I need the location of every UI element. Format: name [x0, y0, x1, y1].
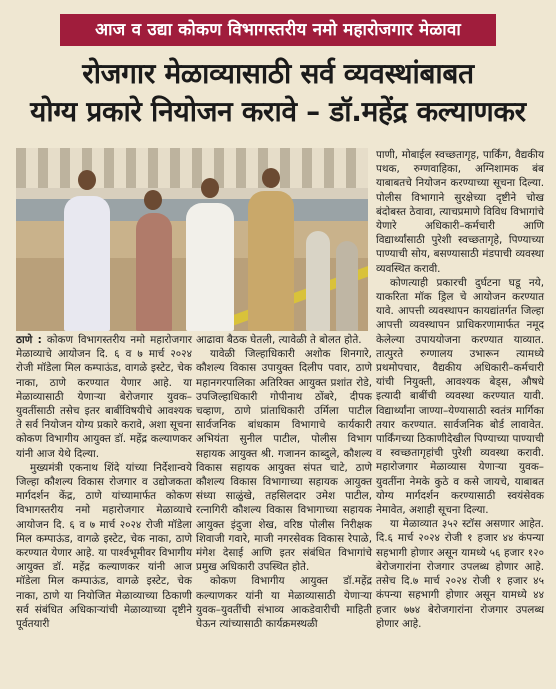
person-silhouette — [248, 191, 294, 331]
paragraph-text: कोकण विभागस्तरीय नमो महारोजगार मेळाव्याचे आयोजन दि. ६ व ७ मार्च २०२४ रोजी मॉडेला मिल कम्पाऊंड, वागळे इस्टेट, चेक नाका, ठाणे करण्यात येणार आहे. या मेळाव्यासाठी येणाऱ्या बेरोजगार युवक–युवतींसाठी तसेच इतर बाबींविषयीचे आवश्यक ते सर्व नियोजन योग्य प्रकारे करावे, अशा सूचना कोकण विभागीय आयुक्त डॉ. महेंद्र कल्याणकर यांनी आज येथे दिल्या. — [16, 334, 192, 460]
person-head — [201, 178, 219, 198]
article-column-3 — [376, 148, 544, 631]
person-head — [78, 170, 96, 190]
person-head — [262, 168, 280, 188]
person-silhouette — [186, 203, 234, 331]
person-silhouette — [336, 241, 358, 331]
headline-line-1: रोजगार मेळाव्यासाठी सर्व व्यवस्थांबाबत — [82, 57, 474, 90]
person-silhouette — [64, 196, 110, 331]
paragraph — [16, 461, 192, 631]
paragraph: या मेळाव्यात ३५२ स्टॉस असणार आहेत. दि.६ मार्च २०२४ रोजी १ हजार ४४ कंपन्या सहभागी होणार असून यामध्ये ५६ हजार १२० बेरोजगारांना रोजगार उपलब्ध होणार आहे. तसेच दि.७ मार्च २०२४ रोजी १ हजार ४५ कंपन्या सहभागी होणार असून यामध्ये ४४ हजार ७७४ बेरोजगारांना रोजगार उपलब्ध होणार आहे. — [376, 518, 544, 630]
paragraph: कोकण विभागीय आयुक्त डॉ.महेंद्र कल्याणकर यांनी या मेळाव्यासाठी येणाऱ्या युवक–युवतींची संभाव्य आकडेवारीची माहिती घेऊन त्यांच्यासाठी कार्यक्रमस्थळी — [196, 575, 372, 631]
person-silhouette — [136, 213, 172, 331]
paragraph: यावेळी जिल्हाधिकारी अशोक शिनगारे, कौशल्य विकास उपायुक्त दिलीप पवार, ठाणे महानगरपालिका अतिरिक्त आयुक्त प्रशांत रोडे, उपजिल्हाधिकारी गोपीनाथ ठोंबरे, दीपक चव्हाण, ठाणे प्रांताधिकारी उर्मिला पाटील सार्वजनिक बांधकाम विभागाचे कार्यकारी अभियंता सुनील पाटील, पोलीस विभाग सहायक आयुक्त श्री. गजानन काब्दुले, कौशल्य विकास सहायक आयुक्त संपत चाटे, ठाणे कौशल्य विकास विभागाच्या सहायक आयुक्त संध्या साळुंखे, तहसिलदार उमेश पाटील, रत्नागिरी कौशल्य विकास विभागाच्या सहायक आयुक्त इंदुजा शेख, वरिष्ठ पोलीस निरीक्षक शिवाजी गवारे, माजी नगरसेवक विकास रेपाळे, मंगेश देसाई आणि इतर संबंधित विभागांचे प्रमुख अधिकारी उपस्थित होते. — [196, 348, 372, 574]
photo-roof — [16, 148, 368, 188]
paragraph: पाणी, मोबाईल स्वच्छतागृह, पार्किंग, वैद्यकीय पथक, रुग्णवाहिका, अग्निशामक बंब याबाबतचे नियोजन करण्याच्या सूचना दिल्या. पोलीस विभागाने सुरक्षेच्या दृष्टीने चोख बंदोबस्त ठेवावा, त्याचप्रमाणे विविध विभागांचे येणारे अधिकारी–कर्मचारी आणि विद्यार्थ्यांसाठी पुरेशी स्वच्छतागृहे, पिण्याच्या पाण्याची सोय, बसण्यासाठी मंडपाची व्यवस्था व्यवस्थित करावी. — [376, 149, 544, 275]
article-column-1 — [16, 333, 192, 631]
news-photo — [16, 148, 368, 331]
person-silhouette — [306, 231, 330, 331]
headline-line-2: योग्य प्रकारे नियोजन करावे – डॉ.महेंद्र कल्याणकर — [30, 95, 526, 128]
paragraph — [16, 333, 192, 461]
paragraph: आढावा बैठक घेतली, त्यावेळी ते बोलत होते. — [196, 334, 362, 346]
article-column-2 — [196, 333, 372, 631]
person-head — [144, 190, 162, 210]
paragraph: कोणत्याही प्रकारची दुर्घटना घडू नये, याकरिता मॉक ड्रिल चे आयोजन करण्यात यावे. आपत्ती व्यवस्थापन कायद्यांतर्गत जिल्हा आपत्ती व्यवस्थापन प्राधिकरणामार्फत नमूद केलेल्या उपाययोजना करण्यात याव्यात. तात्पुरते रुग्णालय उभारून त्यामध्ये प्रथमोपचार, वैद्यकीय अधिकारी–कर्मचारी यांची नियुक्ती, आवश्यक बेड्स, औषधे इत्यादी बाबींची व्यवस्था करण्यात यावी. विद्यार्थ्यांना जाण्या–येण्यासाठी स्वतंत्र मार्गिका तयार करण्यात. सार्वजनिक बोर्ड लावावेत. पार्किंगच्या ठिकाणीदेखील पिण्याच्या पाण्याची व स्वच्छतागृहांची पुरेशी व्यवस्था करावी. महारोजगार मेळाव्यास येणाऱ्या युवक–युवतींना नेमके कुठे व कसे जायचे, याबाबत योग्य मार्गदर्शन करण्यासाठी स्वयंसेवक नेमावेत, अशाही सूचना दिल्या. — [376, 276, 544, 517]
kicker-banner: आज व उद्या कोकण विभागस्तरीय नमो महारोजगार मेळावा — [60, 14, 496, 46]
dateline: ठाणे : — [16, 334, 42, 346]
paragraph-text: मुख्यमंत्री एकनाथ शिंदे यांच्या निर्देशान्वये जिल्हा कौशल्य विकास रोजगार व उद्योजकता मार्गदर्शन केंद्र, ठाणे यांच्यामार्फत कोकण विभागस्तरीय नमो महारोजगार मेळाव्याचे आयोजन दि. ६ व ७ मार्च २०२४ रोजी मॉडेला मिल कम्पाऊंड, वागळे इस्टेट, चेक नाका, ठाणे करण्यात येणार आहे. या पार्श्वभूमीवर विभागीय आयुक्त डॉ. महेंद्र कल्याणकर यांनी आज मॉडेला मिल कम्पाऊंड, वागळे इस्टेट, चेक नाका, ठाणे या नियोजित मेळाव्याच्या ठिकाणी सर्व संबंधित अधिकाऱ्यांची मेळाव्याच्या दृष्टीने पूर्वतयारी — [16, 461, 192, 631]
